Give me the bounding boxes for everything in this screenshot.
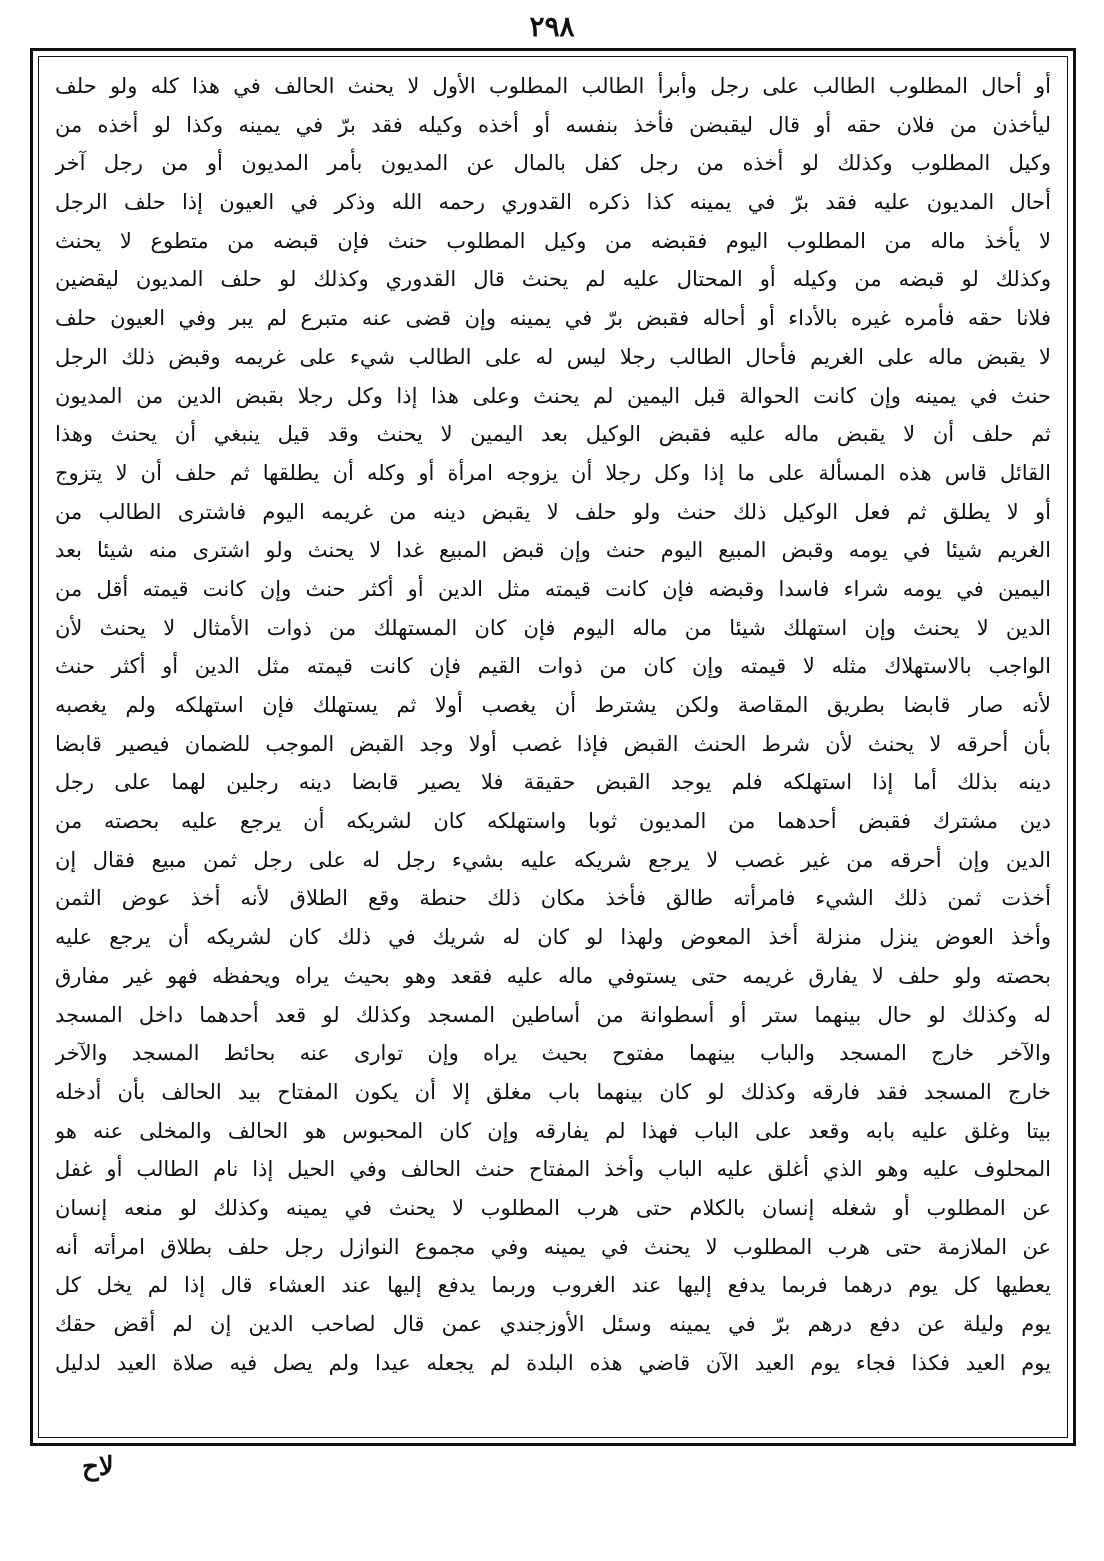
text-line: حنث في يمينه وإن كانت الحوالة قبل اليمين لم يحنث وعلى هذا إذا وكل رجلا بقبض الدين من المديون <box>55 383 1051 408</box>
text-line: أخذت ثمن ذلك الشيء فامرأته طالق فأخذ مكان ذلك حنطة وقع الطلاق لأنه أخذ عوض الثمن <box>55 886 1051 911</box>
text-line: يوم وليلة عن دفع درهم برّ في يمينه وسئل الأوزجندي عمن قال لصاحب الدين إن لم أقض حقك <box>55 1312 1051 1336</box>
text-line: ليأخذن من فلان حقه أو قال ليقبضن فأخذ بنفسه أو أخذه وكيله فقد برّ في يمينه وكذا لو أخذه من <box>55 112 1051 137</box>
page-number: ٢٩٨ <box>529 10 575 43</box>
text-line: بأن أحرقه لا يحنث لأن شرط الحنث القبض فإذا غصب أولا وجد القبض الموجب للضمان فيصير قابضا <box>55 731 1051 756</box>
text-line: لا يقبض ماله على الغريم فأحال الطالب رجلا ليس له على الطالب شيء على غريمه وقبض ذلك الرجل <box>55 344 1051 369</box>
text-line: خارج المسجد فقد فارقه وكذلك لو كان بينهما باب مغلق إلا أن يكون المفتاح بيد الحالف بأن أدخله <box>55 1079 1051 1104</box>
text-line: القائل قاس هذه المسألة على ما إذا وكل رجلا أن يزوجه امرأة أو وكله أن يطلقها ثم حلف أن لا يتزوج <box>55 460 1051 485</box>
text-line: الغريم شيئا في يومه وقبض المبيع اليوم حنث وإن قبض المبيع غدا لا يحنث ولو اشترى منه شيئا بعد <box>55 538 1051 563</box>
text-line: فلانا حقه فأمره غيره بالأداء أو أحاله فقبض برّ في يمينه وإن قضى عنه متبرع لم يبر وفي العيون حلف <box>55 306 1051 331</box>
text-line: الدين لا يحنث وإن استهلك شيئا من ماله اليوم فإن كان المستهلك من ذوات الأمثال لا يحنث لأن <box>55 615 1051 640</box>
text-line: أو أحال المطلوب الطالب على رجل وأبرأ الطالب المطلوب الأول لا يحنث الحالف في هذا كله ولو حلف <box>55 74 1051 98</box>
text-line: المحلوف عليه وهو الذي أغلق عليه الباب وأخذ المفتاح حنث الحالف وفي الحيل إذا نام الطالب أو غفل <box>55 1157 1051 1182</box>
text-line: ثم حلف أن لا يقبض ماله عليه فقبض الوكيل بعد اليمين لا يحنث وقد قيل ينبغي أن يحنث وهذا <box>55 422 1051 447</box>
text-line: عن الملازمة حتى هرب المطلوب لا يحنث في يمينه وفي مجموع النوازل رجل حلف بطلاق امرأته أنه <box>55 1234 1051 1259</box>
text-line: دينه بذلك أما إذا استهلكه فلم يوجد القبض حقيقة فلا يصير قابضا دينه رجلين لهما على رجل <box>55 770 1051 795</box>
text-line: وكذلك لو قبضه من وكيله أو المحتال عليه لم يحنث قال القدوري وكذلك لو حلف المديون ليقضين <box>55 267 1051 292</box>
text-line: والآخر خارج المسجد والباب بينهما مفتوح بحيث يراه وإن توارى عنه بحائط المسجد والآخر <box>55 1041 1051 1066</box>
catchword: لاح <box>82 1452 114 1482</box>
text-line: لا يأخذ ماله من المطلوب اليوم فقبضه من وكيل المطلوب حنث فإن قبضه من متطوع لا يحنث <box>55 228 1051 253</box>
text-line: بيتا وغلق عليه بابه وقعد على الباب فهذا لم يفارقه وإن كان المحبوس هو الحالف والمخلى عنه هو <box>55 1118 1051 1143</box>
text-line: أو لا يطلق ثم فعل الوكيل ذلك حنث ولو حلف لا يقبض دينه من غريمه اليوم فاشترى الطالب من <box>55 499 1051 524</box>
text-line: وأخذ العوض ينزل منزلة أخذ المعوض ولهذا لو كان له شريك في ذلك كان لشريكه أن يرجع عليه <box>55 925 1051 950</box>
text-line: اليمين في يومه شراء فاسدا وقبضه فإن كانت قيمته مثل الدين أو أكثر حنث وإن كانت قيمته أقل من <box>55 576 1051 601</box>
text-frame <box>38 56 1068 1438</box>
text-line: بحصته ولو حلف لا يفارق غريمه حتى يستوفي ماله عليه فقعد وهو بحيث يراه ويحفظه فهو غير مفارق <box>55 963 1051 988</box>
text-line: يعطيها كل يوم درهما فربما يدفع إليها عند الغروب وربما يدفع إليها عند العشاء قال إذا لم يخل كل <box>55 1273 1051 1298</box>
text-line: الواجب بالاستهلاك مثله لا قيمته وإن كان من ذوات القيم فإن كانت قيمته مثل الدين أو أكثر حنث <box>55 654 1051 679</box>
text-line: له وكذلك لو حال بينهما ستر أو أسطوانة من أساطين المسجد وكذلك لو قعد أحدهما داخل المسجد <box>55 1002 1051 1027</box>
text-line: عن المطلوب أو شغله إنسان بالكلام حتى هرب المطلوب لا يحنث في يمينه وكذلك لو منعه إنسان <box>55 1195 1051 1220</box>
text-line: الدين وإن أحرقه من غير غصب لا يرجع شريكه عليه بشيء رجل له على رجل ثمن مبيع فقال إن <box>55 847 1051 872</box>
text-line: دين مشترك فقبض أحدهما من المديون ثوبا واستهلكه كان لشريكه أن يرجع عليه بحصته من <box>55 809 1051 834</box>
text-line: لأنه صار قابضا بطريق المقاصة ولكن يشترط أن يغصب أولا ثم يستهلك فإن استهلكه ولم يغصبه <box>55 693 1051 717</box>
text-line: وكيل المطلوب وكذلك لو أخذه من رجل كفل بالمال عن المديون بأمر المديون أو من رجل آخر <box>55 151 1051 176</box>
text-line: يوم العيد فكذا فجاء يوم العيد الآن قاضي هذه البلدة لم يجعله عيدا ولم يصل فيه صلاة العيد لدليل <box>55 1350 1051 1375</box>
text-body <box>55 67 1051 1382</box>
text-line: أحال المديون عليه فقد برّ في يمينه كذا ذكره القدوري رحمه الله وذكر في العيون إذا حلف الرجل <box>55 190 1051 215</box>
